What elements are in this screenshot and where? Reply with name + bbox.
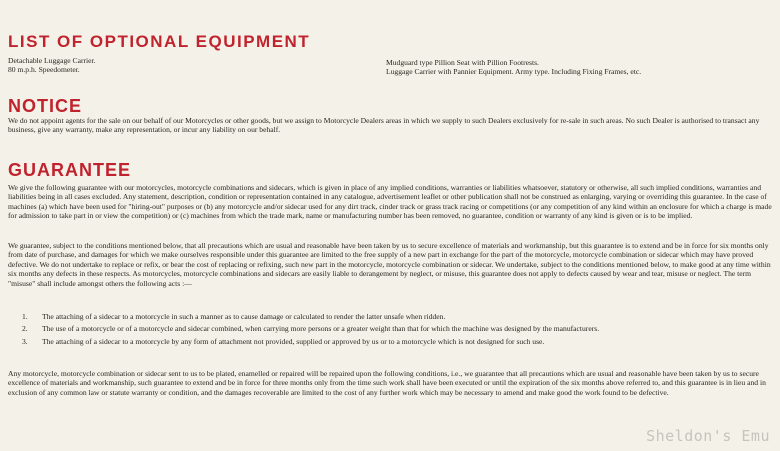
equipment-left-list [8, 56, 368, 75]
list-item-number: 1. [22, 312, 28, 321]
list-item-number: 3. [22, 336, 28, 346]
equipment-heading: LIST OF OPTIONAL EQUIPMENT [8, 32, 311, 51]
misuse-list [22, 312, 777, 349]
equipment-item: Mudguard type Pillion Seat with Pillion Footrests. [386, 58, 539, 67]
equipment-item: Luggage Carrier with Pannier Equipment. Army type. Including Fixing Frames, etc. [386, 67, 642, 77]
notice-text: We do not appoint agents for the sale on our behalf of our Motorcycles or other goods, but we assign to Motorcycle Dealers areas in which we supply to such Dealers exclusively for re-sale in such areas. No such Dealer is authorised to transact any business, give any warranty, make any representation, or incur any liability on our behalf. [8, 116, 760, 135]
list-item [22, 312, 777, 321]
guarantee-paragraph-3: Any motorcycle, motorcycle combination or sidecar sent to us to be plated, enamelled or repaired will be repaired upon the following conditions, i.e., we guarantee that all precautions which are usual and reasonable have been taken by us to secure excellence of materials and workmanship, such guarantee to extend and be in force for three months only from the time such work shall have been executed or until the expiration of the six months above referred to, and this guarantee is in lieu and in exclusion of any common law or statute warranty or condition, and the damages recoverable are limited to the cost of any further work which may be necessary to amend and make good the work found to be defective. [8, 369, 766, 397]
guarantee-paragraph-1: We give the following guarantee with our motorcycles, motorcycle combinations and sidecars, which is given in place of any implied conditions, warranties or liabilities whatsoever, statutory or otherwise, all such implied conditions, warranties and liabilities being in all cases excluded. Any statement, description, condition or representation contained in any catalogue, advertisement leaflet or other publication shall not be construed as enlarging, varying or overriding this guarantee. In the case of machines (a) which have been used for "hiring-out" purposes or (b) any motorcycle and/or sidecar used for any dirt track, cinder track or grass track racing or competitions (or any competition of any kind within an enclosure for which a charge is made for admission to take part in or view the competition) or (c) machines from which the trade mark, name or manufacturing number has been removed, no guarantee, condition or warranty of any kind is given or is to be implied. [8, 183, 772, 221]
list-item [22, 337, 777, 346]
list-item [22, 324, 777, 333]
watermark: Sheldon's Emu [646, 427, 770, 445]
list-item-number: 2. [22, 324, 28, 334]
guarantee-heading: GUARANTEE [8, 160, 132, 180]
guarantee-paragraph-2: We guarantee, subject to the conditions mentioned below, that all precautions which are usual and reasonable have been taken by us to secure excellence of materials and workmanship, but this guarantee is to extend and be in force for six months only from date of purchase, and damages for which we make ourselves responsible under this guarantee are limited to the free supply of a new part in exchange for the part of the motorcycle, motorcycle combination or sidecar which may have proved defective. We do not undertake to replace or refix, or bear the cost of replacing or refixing, such new part in the motorcycle, motorcycle combination or sidecar. We undertake, subject to the conditions mentioned below, to make good at any time within six months any defects in these respects. As motorcycles, motorcycle combinations and sidecars are easily liable to derangement by neglect, or misuse, this guarantee does not apply to defects caused by wear and tear, misuse or neglect. The term "misuse" shall include amongst others the following acts :— [8, 241, 771, 288]
list-item-text: The attaching of a sidecar to a motorcycle by any form of attachment not provided, supplied or approved by us or to a motorcycle which is not designed for such use. [42, 336, 545, 346]
list-item-text: The use of a motorcycle or of a motorcycle and sidecar combined, when carrying more persons or a greater weight than that for which the machine was designed by the manufacturers. [42, 324, 600, 334]
equipment-right-list [386, 58, 776, 77]
list-item-text: The attaching of a sidecar to a motorcycle in such a manner as to cause damage or calculated to render the latter unsafe when ridden. [42, 312, 446, 321]
equipment-item: 80 m.p.h. Speedometer. [8, 65, 80, 75]
notice-heading: NOTICE [8, 96, 83, 116]
equipment-item: Detachable Luggage Carrier. [8, 56, 96, 65]
